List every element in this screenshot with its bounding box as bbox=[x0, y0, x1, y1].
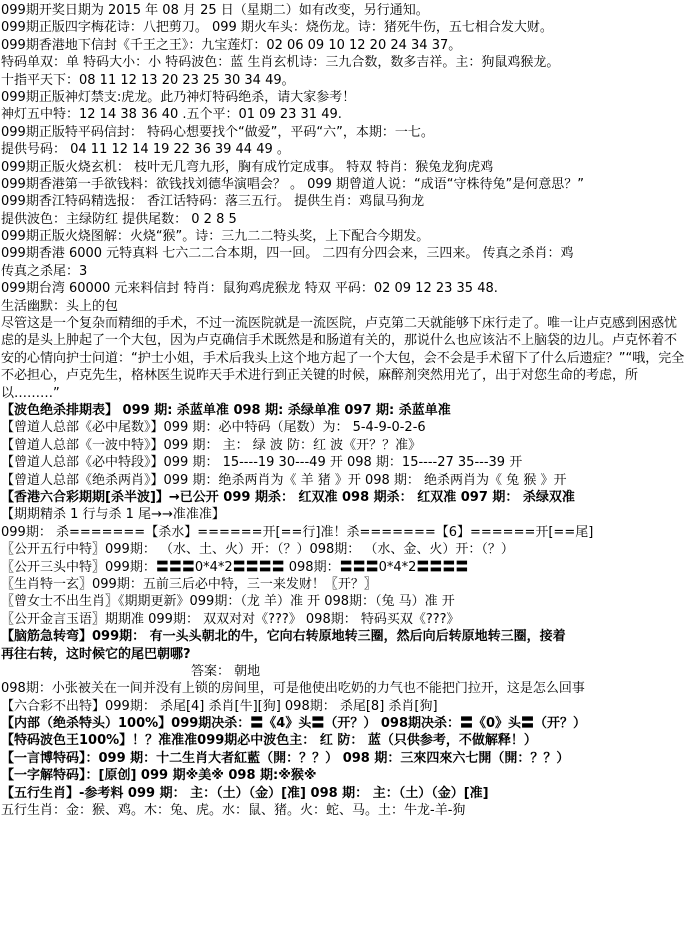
hk-6000-line: 099期香港 6000 元特真料 七六二二合本期，四一回。 二四有分四会来，三四来。 传真之杀肖：鸡 bbox=[1, 246, 574, 262]
hk-underground-letter-line: 099期香港地下信封《千王之王》：九宝莲灯：02 06 09 10 12 20 24 34 37。 bbox=[1, 37, 462, 53]
issue-date-line: 099期开奖日期为 2015 年 08 月 25 日（星期二）如有改变，另行通知。 bbox=[1, 3, 429, 18]
three-heads-line: 〖公开三头中特〗099期：〓〓〓0*4*2〓〓〓〓 098期：〓〓〓0*4*2〓〓〓〓 bbox=[1, 559, 469, 575]
golden-words-line: 〖公开金言玉语〗期期准 099期： 双双对对《???》 098期： 特码买双《???》 bbox=[1, 611, 460, 627]
five-element-zodiac-line: 【五行生肖】-参考料 099 期： 主：（土）（金）[准] 098 期： 主：（土）（金）[准] bbox=[1, 785, 489, 801]
fire-mystery-line: 099期正版火烧玄机： 枝叶无几弯九形，胸有成竹定成事。 特双 特肖：猴兔龙狗虎鸡 bbox=[1, 159, 494, 175]
lamp-five-line: 神灯五中特：12 14 38 36 40 .五个平：01 09 23 31 49. bbox=[1, 107, 342, 123]
brain-teaser-line: 【脑筋急转弯】099期： 有一头头朝北的牛，它向右转原地转三圈，然后向后转原地转三圈，接着 bbox=[1, 629, 566, 645]
kill-row-tail-line: 099期： 杀=======【杀水】======开[==行]准！杀=======【6】======开[==尾] bbox=[1, 524, 594, 540]
tail-numbers-line: 【曾道人总部《必中尾数》】099 期：必中特码（尾数）为： 5-4-9-0-2-6 bbox=[1, 420, 426, 436]
kill-two-zodiac-line: 【曾道人总部《绝杀两肖》】099 期：绝杀两肖为《 羊 猪 》开 098 期： 绝杀两肖为《 兔 猴 》开 bbox=[1, 472, 567, 488]
brain-teaser-answer: 答案： 朝地 bbox=[191, 663, 261, 679]
special-number-attributes-line: 特码单双：单 特码大小：小 特码波色：蓝 生肖玄机诗：三九合数，数多吉祥。主：狗鼠鸡猴龙。 bbox=[1, 55, 560, 71]
five-elements-line: 〖公开五行中特〗099期： （水、土、火）开：（？）098期： （水、金、火）开：（？） bbox=[1, 542, 514, 558]
provided-color-line: 提供波色：主绿防红 提供尾数： 0 2 8 5 bbox=[1, 211, 237, 227]
provided-numbers-line: 提供号码： 04 11 12 14 19 22 36 39 44 49 。 bbox=[1, 142, 290, 158]
prev-teaser-line: 098期：小张被关在一间并没有上锁的房间里，可是他使出吃奶的力气也不能把门拉开，这是怎么回事 bbox=[1, 681, 585, 697]
one-char-solution-line: 【一字解特码】：[原创] 099 期※美※ 098 期:※猴※ bbox=[1, 768, 317, 784]
brain-teaser-cont-line: 再往右转，这时候它的尾巴朝哪? bbox=[1, 646, 191, 662]
taiwan-60000-line: 099期台湾 60000 元来料信封 特肖：鼠狗鸡虎猴龙 特双 平码：02 09 12 23 35 48. bbox=[1, 281, 498, 297]
one-word-bet-line: 【一言博特码】：099 期：十二生肖大者紅藍（開：？？） 098 期：三來四來六七開（開：？？） bbox=[1, 750, 570, 766]
lamp-forbidden-line: 099期正版神灯禁支:虎龙。此乃神灯特码绝杀，请大家参考！ bbox=[1, 89, 356, 105]
fax-kill-tail-line: 传真之杀尾：3 bbox=[1, 263, 88, 279]
special-flat-letter-line: 099期正版特平码信封： 特码心想要找个“做爱”，平码“六”，本期：一七。 bbox=[1, 124, 434, 140]
internal-kill-head-line: 【内部（绝杀特头）100%】099期决杀：〓《4》头〓（开？） 098期决杀：〓《0》头〓（开？） bbox=[1, 716, 587, 732]
half-wave-kill-line: 【香港六合彩期期[杀半波]】→已公开 099 期杀： 红双准 098 期杀： 红双准 097 期： 杀绿双准 bbox=[1, 490, 575, 506]
element-mapping-line: 五行生肖：金：猴、鸡。木：兔、虎。水：鼠、猪。火：蛇、马。土：牛龙-羊-狗 bbox=[1, 803, 466, 819]
humor-story-paragraph: 尽管这是一个复杂而精细的手术，不过一流医院就是一流医院，卢克第二天就能够下床行走了。唯一让卢克感到困惑忧虑的是头上肿起了一个大包，因为卢克确信手术既然是和肠道有关的，那说什么也应该沾不上脑袋的边儿。卢克怀着不安的心情向护士问道：“护士小姐，手术后我头上这个地方起了一个大包，会不会是手术留下了什么后遗症？”“哦，完全不必担心，卢克先生，格林医生说昨天手术进行到正关键的时候，麻醉剂突然用光了，出于对您生命的考虑，所以………” bbox=[1, 316, 685, 401]
one-wave-line: 【曾道人总部《一波中特》】099 期： 主： 绿 波 防：红 波《开？？准》 bbox=[1, 437, 422, 453]
ten-fingers-line: 十指平天下：08 11 12 13 20 23 25 30 34 49。 bbox=[1, 72, 295, 88]
hk-river-select-line: 099期香江特码精选报： 香江话特码：落三五行。 提供生肖：鸡鼠马狗龙 bbox=[1, 194, 425, 210]
zodiac-mystery-line: 〖生肖特一玄〗099期：五前三后必中特，三一来发财！〖开？〗 bbox=[1, 576, 377, 592]
plum-poem-line: 099期正版四字梅花诗：八把剪刀。 099 期火车头：烧伤龙。诗：猪死牛伤，五七相合发大财。 bbox=[1, 20, 553, 36]
hk-first-hand-line: 099期香港第一手欲钱料：欲钱找刘德华演唱会？ 。 099 期曾道人说：“成语“守株待兔”是何意思？” bbox=[1, 176, 584, 192]
ms-zeng-line: 〖曾女士不出生肖〗《期期更新》099期：（龙 羊）准 开 098期：（兔 马）准 开 bbox=[1, 594, 455, 610]
special-segment-line: 【曾道人总部《必中特段》】099 期： 15----19 30---49 开 098 期：15----27 35---39 开 bbox=[1, 455, 523, 471]
no-special-line: 【六合彩不出特】099期： 杀尾[4] 杀肖[牛][狗] 098期： 杀尾[8] 杀肖[狗] bbox=[1, 698, 438, 714]
color-kill-schedule-line: 【波色绝杀排期表】 099 期: 杀蓝单准 098 期: 杀绿单准 097 期: 杀蓝单准 bbox=[1, 403, 451, 419]
kill-row-tail-heading: 【期期精杀 1 行与杀 1 尾→→准准准】 bbox=[1, 507, 225, 523]
wave-king-line: 【特码波色王100%】！？准准准099期必中波色主： 红 防： 蓝（只供参考，不做解释！） bbox=[1, 733, 537, 749]
humor-title-line: 生活幽默：头上的包 bbox=[1, 298, 119, 314]
fire-diagram-line: 099期正版火烧图解：火烧“猴”。诗：三九二二特头奖，上下配合今期发。 bbox=[1, 229, 430, 245]
